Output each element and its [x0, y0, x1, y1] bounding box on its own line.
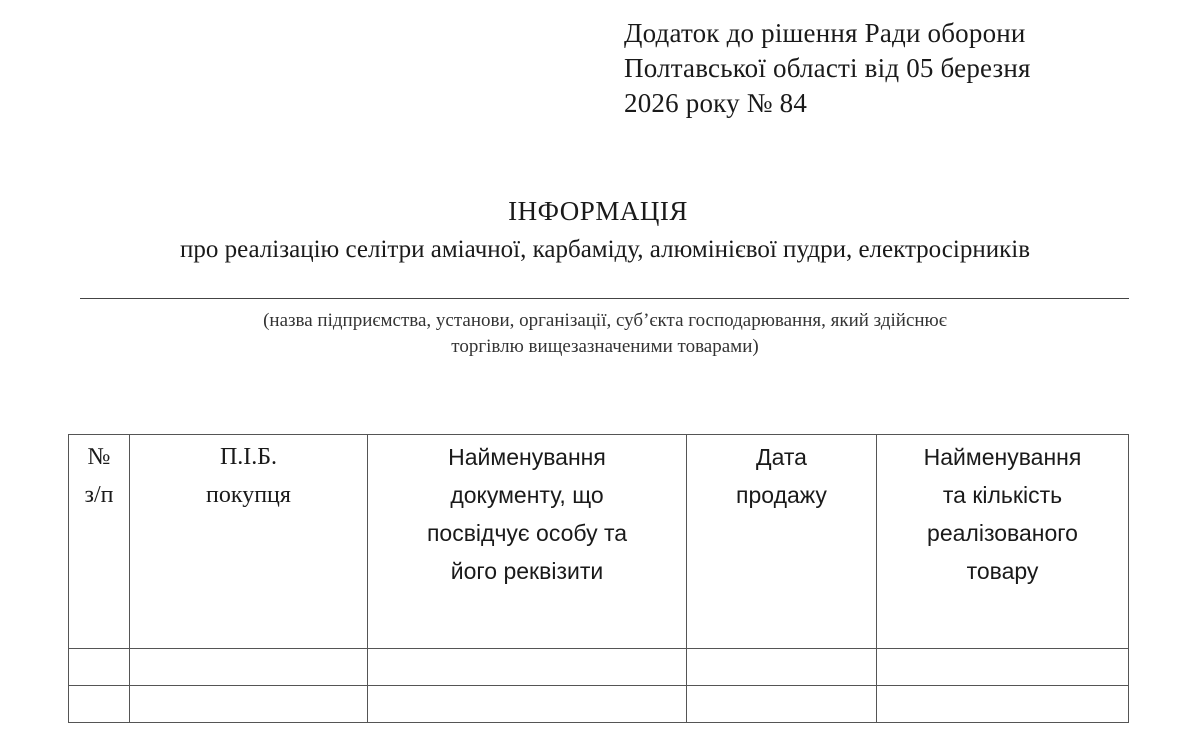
- header-line: покупця: [206, 482, 291, 508]
- table-row: [69, 649, 1129, 686]
- table-cell: [130, 686, 368, 723]
- annex-line: 2026 року № 84: [624, 88, 808, 118]
- table-cell: [687, 686, 877, 723]
- table-cell: [877, 649, 1129, 686]
- table-cell: [130, 649, 368, 686]
- table-cell: [687, 649, 877, 686]
- header-line: документу, що: [450, 482, 604, 508]
- header-line: Найменування: [448, 444, 606, 470]
- sales-register-table: [68, 434, 1129, 723]
- table-cell: [877, 686, 1129, 723]
- document-subtitle: про реалізацію селітри аміачної, карбаміду, алюмінієвої пудри, електросірників: [179, 236, 1030, 263]
- table-cell: [368, 649, 687, 686]
- header-line: посвідчує особу та: [426, 520, 628, 546]
- header-line: та кількість: [942, 482, 1063, 508]
- header-line: його реквізити: [450, 558, 604, 584]
- organization-fill-line: [80, 298, 1129, 299]
- header-line: з/п: [84, 482, 114, 508]
- annex-note: [624, 16, 1031, 121]
- column-header-number: [69, 435, 130, 649]
- caption-line: торгівлю вищезазначеними товарами): [451, 336, 759, 357]
- column-header-buyer-name: [130, 435, 368, 649]
- header-line: №: [87, 444, 111, 470]
- table-cell: [69, 686, 130, 723]
- table-cell: [368, 686, 687, 723]
- header-line: товару: [966, 558, 1039, 584]
- header-line: П.І.Б.: [219, 444, 278, 470]
- organization-caption: [0, 308, 1196, 360]
- table-cell: [69, 649, 130, 686]
- header-line: Дата: [756, 444, 807, 470]
- annex-line: Полтавської області від 05 березня: [624, 53, 1031, 83]
- header-line: реалізованого: [927, 520, 1078, 546]
- header-line: продажу: [736, 482, 827, 508]
- table-header-row: [69, 435, 1129, 649]
- annex-line: Додаток до рішення Ради оборони: [624, 18, 1026, 48]
- table-row: [69, 686, 1129, 723]
- column-header-goods: [877, 435, 1129, 649]
- column-header-id-document: [368, 435, 687, 649]
- document-title: ІНФОРМАЦІЯ: [508, 196, 688, 226]
- column-header-sale-date: [687, 435, 877, 649]
- caption-line: (назва підприємства, установи, організації, суб’єкта господарювання, який здійснює: [263, 310, 947, 331]
- header-line: Найменування: [923, 444, 1082, 470]
